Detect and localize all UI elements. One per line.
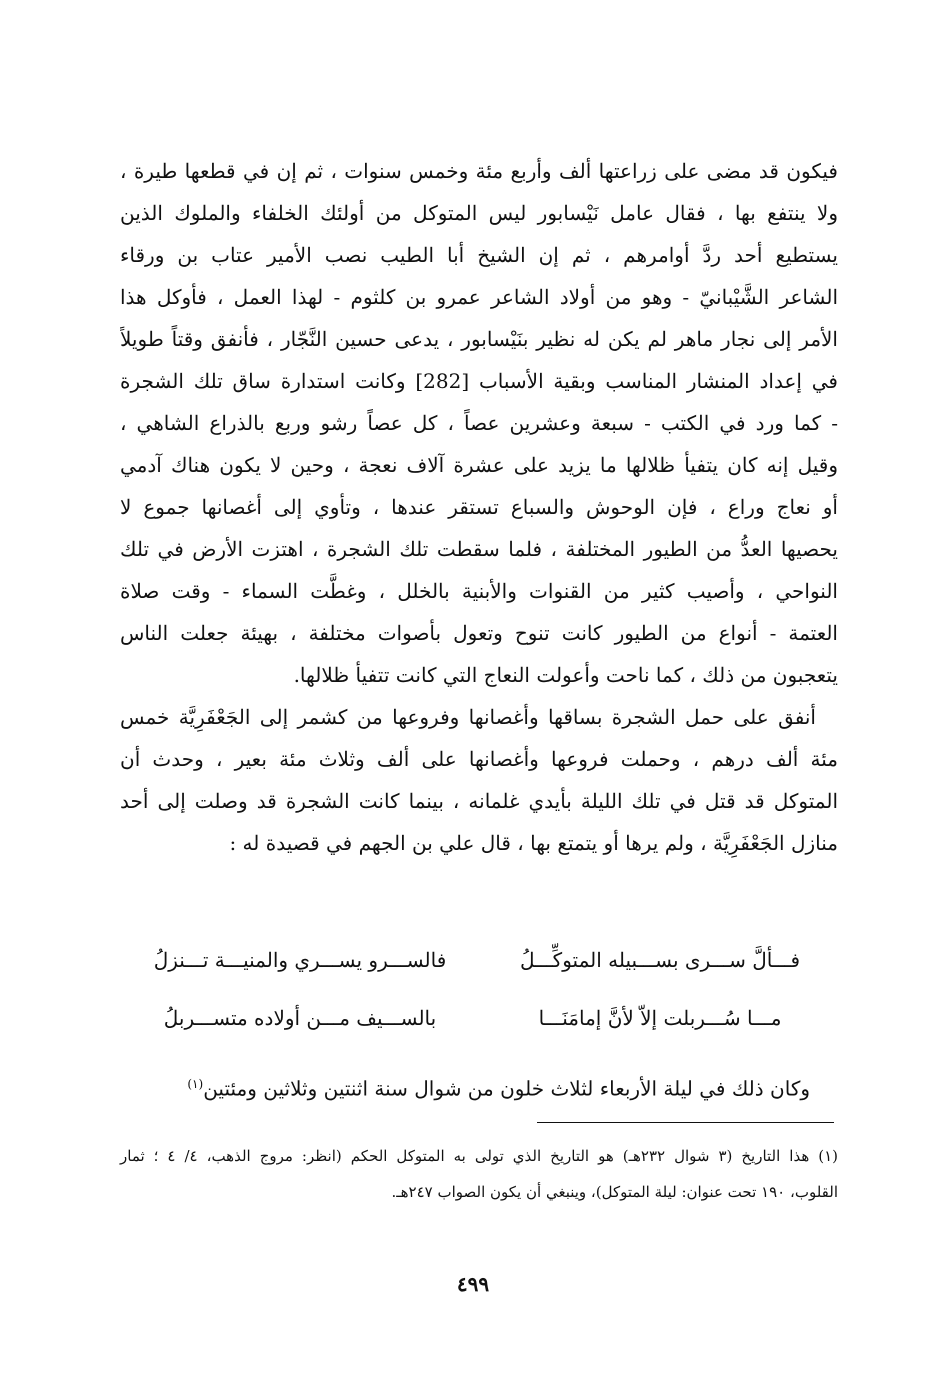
text-line: الأمر إلى نجار ماهر لم يكن له نظير بنَيْسابور ، يدعى حسين النَّجّار ، فأنفق وقتاً طويلاً xyxy=(120,327,838,351)
text-line: فيكون قد مضى على زراعتها ألف وأربع مئة وخمس سنوات ، ثم إن في قطعها طيرة ، xyxy=(120,159,838,183)
text-line: في إعداد المنشار المناسب وبقية الأسباب [282] وكانت استدارة ساق تلك الشجرة xyxy=(120,369,838,393)
closing-text: وكان ذلك في ليلة الأربعاء لثلاث خلون من شوال سنة اثنتين وثلاثين ومئتين xyxy=(203,1076,810,1101)
text-line: النواحي ، وأصيب كثير من القنوات والأبنية بالخلل ، وغطَّت السماء - وقت صلاة xyxy=(120,579,838,603)
footnote-line: القلوب، ١٩٠ تحت عنوان: ليلة المتوكل)، وينبغي أن يكون الصواب ٢٤٧هـ. xyxy=(391,1183,838,1201)
text-line: مئة ألف درهم ، وحملت فروعها وأغصانها على ألف وثلاث مئة بعير ، وحدث أن xyxy=(120,747,838,771)
poem-verse xyxy=(140,938,820,982)
text-line: الشاعر الشَّيْبانيّ - وهو من أولاد الشاعر عمرو بن كلثوم - لهذا العمل ، فأوكل هذا xyxy=(120,285,838,309)
text-line: وقيل إنه كان يتفيأ ظلالها ما يزيد على عشرة آلاف نعجة ، وحين لا يكون هناك آدمي xyxy=(120,453,838,477)
footnote xyxy=(120,1138,838,1210)
text-line: المتوكل قد قتل في تلك الليلة بأيدي غلمانه ، بينما كانت الشجرة قد وصلت إلى أحد xyxy=(120,789,838,813)
text-line: أو نعاج وراع ، فإن الوحوش والسباع تستقر عندها ، وتأوي إلى أغصانها جموع لا xyxy=(120,495,838,519)
text-line: ولا ينتفع بها ، فقال عامل نَيْسابور ليس المتوكل من أولئك الخلفاء والملوك الذين xyxy=(120,201,838,225)
text-line: يحصيها العدُّ من الطيور المختلفة ، فلما سقطت تلك الشجرة ، اهتزت الأرض في تلك xyxy=(120,537,838,561)
footnote-marker: (١) xyxy=(187,1077,204,1091)
closing-paragraph xyxy=(120,1064,810,1104)
verse-first-hemistich: فـــألَّ ســـرى بســـبيله المتوكِّـــلُ xyxy=(519,948,801,972)
verse-second-hemistich: فالســـرو يســـري والمنيـــة تـــنزلُ xyxy=(153,948,447,972)
text-line: العتمة - أنواع من الطيور كانت تنوح وتعول بأصوات مختلفة ، بهيئة جعلت الناس xyxy=(120,621,838,645)
footnote-divider xyxy=(537,1122,834,1123)
text-line: يتعجبون من ذلك ، كما ناحت وأعولت النعاج التي كانت تتفيأ ظلالها. xyxy=(293,663,838,687)
text-line: يستطيع أحد ردَّ أوامرهم ، ثم إن الشيخ أبا الطيب نصب الأمير عتاب بن ورقاء xyxy=(120,243,838,267)
poem-verse xyxy=(140,996,820,1040)
text-line: أنفق على حمل الشجرة بساقها وأغصانها وفروعها من كشمر إلى الجَعْفَرِيَّة خمس xyxy=(120,705,816,729)
main-text xyxy=(120,150,838,864)
text-line: - كما ورد في الكتب - سبعة وعشرين عصاً ، كل عصاً رشو وربع بالذراع الشاهي ، xyxy=(120,411,838,435)
verse-second-hemistich: بالســـيف مـــن أولاده متســـربلُ xyxy=(163,1006,437,1030)
page-number: ٤٩٩ xyxy=(456,1272,490,1296)
text-line: منازل الجَعْفَرِيَّة ، ولم يرها أو يتمتع بها ، قال علي بن الجهم في قصيدة له : xyxy=(229,831,838,855)
footnote-line: (١) هذا التاريخ (٣ شوال ٢٣٢هـ) هو التاريخ الذي تولى به المتوكل الحكم (انظر: مروج الذهب، ٤/ ٤ ؛ ثمار xyxy=(120,1147,839,1165)
verse-first-hemistich: مـــا سُـــربلت إلاّ لأنَّ إمامَنَـــا xyxy=(538,1006,782,1030)
